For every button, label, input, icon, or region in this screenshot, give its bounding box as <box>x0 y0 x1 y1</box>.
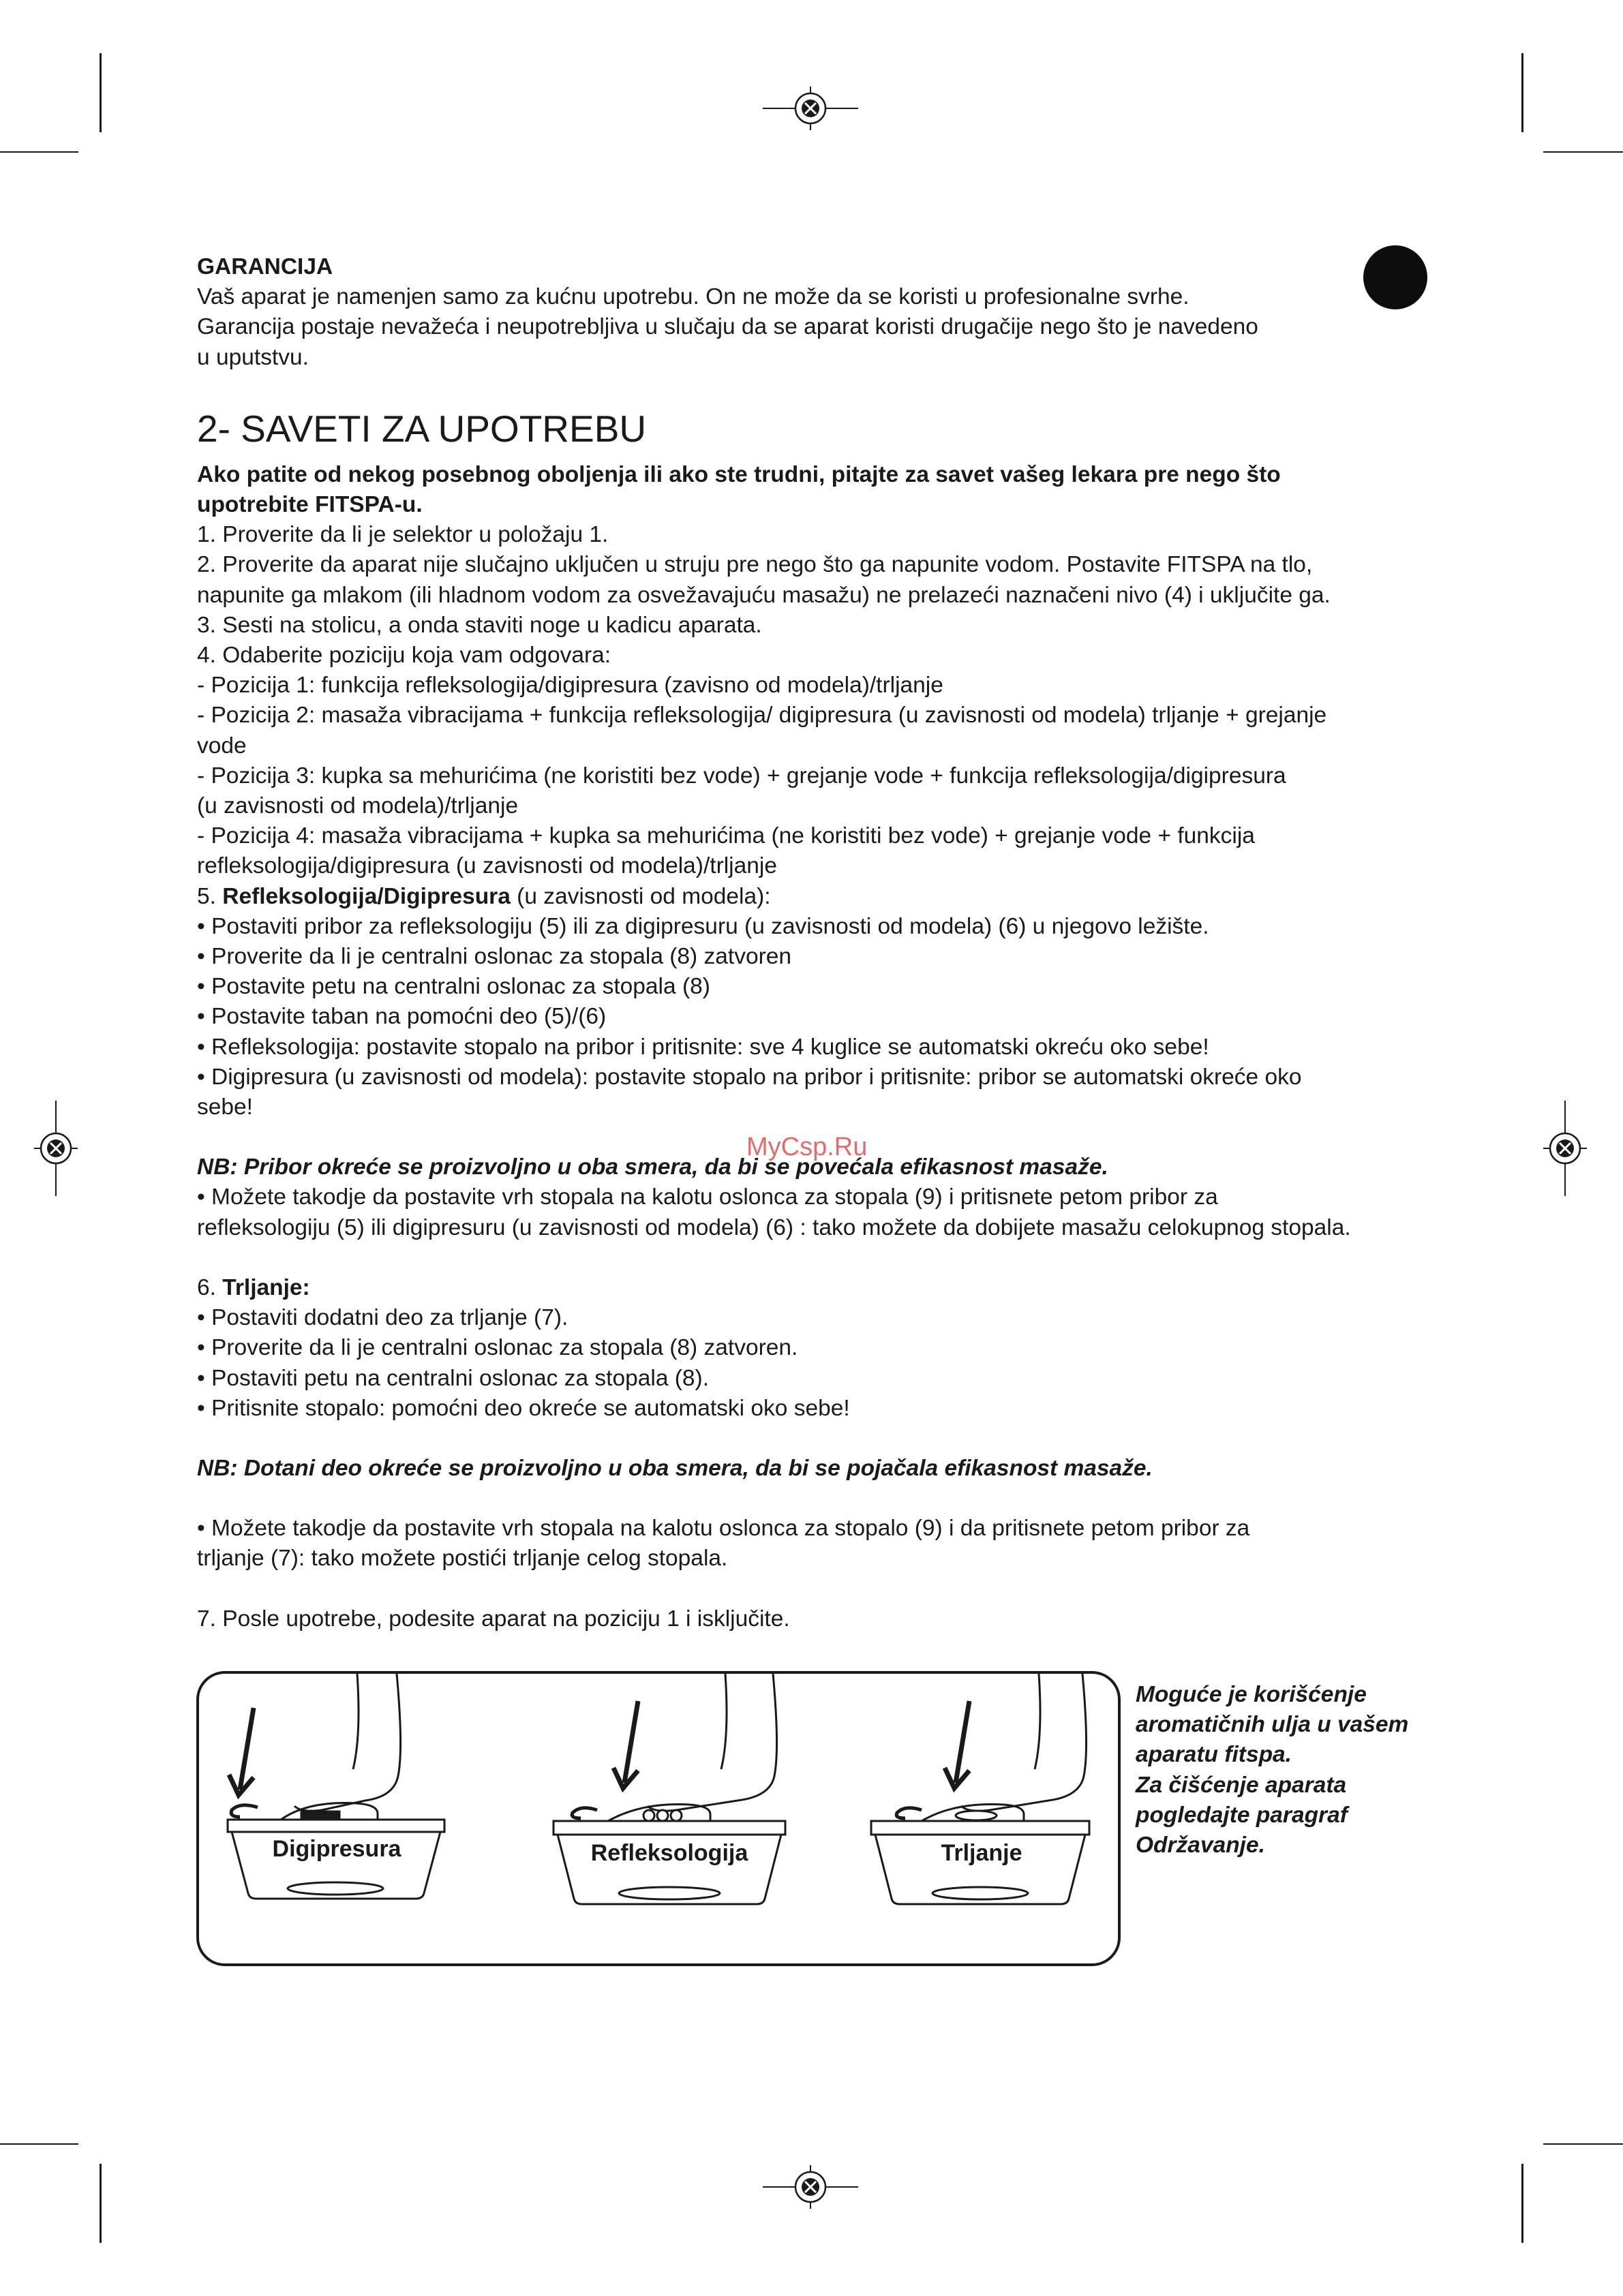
step-line: 7. Posle upotrebe, podesite aparat na poziciju 1 i isključite. <box>197 1606 790 1632</box>
side-note-line: Moguće je korišćenje <box>1136 1682 1367 1707</box>
crop-mark <box>0 151 78 153</box>
section-heading-saveti: 2- SAVETI ZA UPOTREBU <box>197 407 647 450</box>
registration-mark-icon <box>1543 1101 1587 1196</box>
bullet-line: • Postavite petu na centralni oslonac za stopala (8) <box>197 974 710 1000</box>
paragraph-line: Garancija postaje nevažeća i neupotrebljiva u slučaju da se aparat koristi drugačije nego što je navedeno <box>197 314 1258 340</box>
side-note-line: Za čišćenje aparata <box>1136 1772 1347 1798</box>
bullet-line: • Refleksologija: postavite stopalo na pribor i pritisnite: sve 4 kuglice se automatski okreću oko sebe! <box>197 1034 1209 1060</box>
figure-label-digipresura: Digipresura <box>272 1836 401 1862</box>
bullet-line: • Pritisnite stopalo: pomoćni deo okreće se automatski oko sebe! <box>197 1395 850 1421</box>
side-note-line: Održavanje. <box>1136 1833 1265 1858</box>
step-number: 5. <box>197 883 223 909</box>
crop-mark <box>1543 2143 1623 2145</box>
step-suffix: (u zavisnosti od modela): <box>510 883 771 909</box>
side-note-line: pogledajte paragraf <box>1136 1802 1348 1828</box>
bullet-line: • Proverite da li je centralni oslonac za stopala (8) zatvoren <box>197 944 791 970</box>
step-line: refleksologija/digipresura (u zavisnosti od modela)/trljanje <box>197 853 777 879</box>
step-line: vode <box>197 733 247 759</box>
crop-mark <box>100 53 102 132</box>
side-note-line: aromatičnih ulja u vašem <box>1136 1712 1409 1738</box>
registration-mark-icon <box>34 1101 78 1196</box>
crop-mark <box>1543 151 1623 153</box>
crop-mark <box>0 2143 78 2145</box>
step-line: (u zavisnosti od modela)/trljanje <box>197 793 519 819</box>
step-line: 4. Odaberite poziciju koja vam odgovara: <box>197 643 611 669</box>
bullet-line: • Postaviti petu na centralni oslonac za stopala (8). <box>197 1365 710 1391</box>
step-line: napunite ga mlakom (ili hladnom vodom za osvežavajuću masažu) ne prelazeći naznačeni nivo (4) i uključite ga. <box>197 582 1331 608</box>
step-line: 1. Proverite da li je selektor u položaju 1. <box>197 522 609 548</box>
crop-mark <box>1521 2164 1523 2243</box>
bullet-line: • Možete takodje da postavite vrh stopala na kalotu oslonca za stopalo (9) i da pritisnete petom pribor za <box>197 1516 1250 1542</box>
step-line: - Pozicija 4: masaža vibracijama + kupka sa mehurićima (ne koristiti bez vode) + grejanje vode + funkcija <box>197 823 1255 849</box>
side-note <box>1136 1680 1436 1861</box>
main-content <box>197 252 1424 1634</box>
step-line: - Pozicija 2: masaža vibracijama + funkcija refleksologija/ digipresura (u zavisnosti od modela) trljanje + grejanje <box>197 703 1327 729</box>
foot-massager-illustration <box>199 1674 1118 1963</box>
step-line: 3. Sesti na stolicu, a onda staviti noge u kadicu aparata. <box>197 612 762 638</box>
watermark: MyCsp.Ru <box>746 1133 868 1161</box>
step-title: Trljanje: <box>222 1274 310 1300</box>
step-title: Refleksologija/Digipresura <box>222 883 511 909</box>
bullet-line: • Postaviti pribor za refleksologiju (5) ili za digipresuru (u zavisnosti od modela) (6) u njegovo ležište. <box>197 913 1209 939</box>
bullet-line: • Postaviti dodatni deo za trljanje (7). <box>197 1305 568 1331</box>
side-note-line: aparatu fitspa. <box>1136 1742 1292 1768</box>
step-number: 6. <box>197 1274 223 1300</box>
registration-mark-icon <box>763 87 858 130</box>
paragraph-line: Vaš aparat je namenjen samo za kućnu upotrebu. On ne može da se koristi u profesionalne svrhe. <box>197 284 1189 310</box>
bullet-line: • Proverite da li je centralni oslonac za stopala (8) zatvoren. <box>197 1335 798 1361</box>
bullet-line: • Možete takodje da postavite vrh stopala na kalotu oslonca za stopala (9) i pritisnete petom pribor za <box>197 1184 1218 1210</box>
warning-line: upotrebite FITSPA-u. <box>197 492 423 518</box>
step-line: - Pozicija 3: kupka sa mehurićima (ne koristiti bez vode) + grejanje vode + funkcija refleksologija/digipresura <box>197 763 1286 789</box>
bullet-line: sebe! <box>197 1095 253 1120</box>
figure-label-trljanje: Trljanje <box>941 1840 1022 1866</box>
crop-mark <box>100 2164 102 2243</box>
step-line: 2. Proverite da aparat nije slučajno uključen u struju pre nego što ga napunite vodom. Postavite FITSPA na tlo, <box>197 552 1313 578</box>
bullet-line: trljanje (7): tako možete postići trljanje celog stopala. <box>197 1546 728 1572</box>
crop-mark <box>1521 53 1523 132</box>
section-heading-garancija: GARANCIJA <box>197 254 333 279</box>
figure-label-refleksologija: Refleksologija <box>590 1840 748 1866</box>
registration-mark-icon <box>763 2165 858 2209</box>
step-5-heading <box>197 882 1424 912</box>
step-line: - Pozicija 1: funkcija refleksologija/digipresura (zavisno od modela)/trljanje <box>197 673 943 699</box>
bullet-line: • Postavite taban na pomoćni deo (5)/(6) <box>197 1004 607 1030</box>
warning-line: Ako patite od nekog posebnog oboljenja ili ako ste trudni, pitajte za savet vašeg lekara pre nego što <box>197 461 1281 487</box>
note-line: NB: Dotani deo okreće se proizvoljno u oba smera, da bi se pojačala efikasnost masaže. <box>197 1455 1153 1481</box>
note-line: NB: Pribor okreće se proizvoljno u oba smera, da bi se povećala efikasnost masaže. <box>197 1154 1108 1180</box>
step-6-heading <box>197 1273 1424 1303</box>
bullet-line: • Digipresura (u zavisnosti od modela): postavite stopalo na pribor i pritisnite: pribor se automatski okreće oko <box>197 1064 1302 1090</box>
paragraph-line: u uputstvu. <box>197 344 309 370</box>
usage-illustration <box>196 1671 1121 1966</box>
bullet-line: refleksologiju (5) ili digipresuru (u zavisnosti od modela) (6) : tako možete da dobijete masažu celokupnog stopala. <box>197 1214 1351 1240</box>
